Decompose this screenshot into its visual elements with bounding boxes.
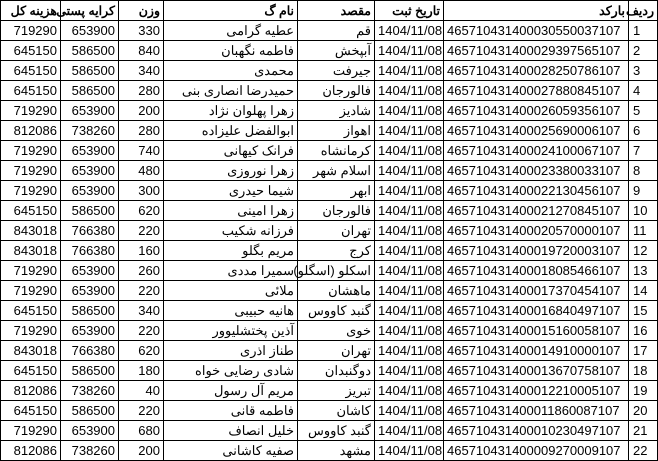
total-cell: 645150 [1, 301, 61, 321]
barcode-cell: 465710431400024100067107 [444, 141, 629, 161]
total-cell: 645150 [1, 61, 61, 81]
weight-cell: 200 [119, 441, 164, 461]
date-cell: 1404/11/08 [375, 441, 444, 461]
total-cell: 645150 [1, 401, 61, 421]
date-cell: 1404/11/08 [375, 301, 444, 321]
date-cell: 1404/11/08 [375, 101, 444, 121]
date-cell: 1404/11/08 [375, 241, 444, 261]
postage-cell: 653900 [61, 101, 119, 121]
recipient-name-cell: فاطمه نگهبان [164, 41, 298, 61]
barcode-cell: 465710431400023380033107 [444, 161, 629, 181]
total-cell: 719290 [1, 321, 61, 341]
weight-cell: 480 [119, 161, 164, 181]
table-row [1, 321, 658, 341]
barcode-cell: 465710431400020570000107 [444, 221, 629, 241]
destination-cell: تبریز [298, 381, 375, 401]
destination-cell: فالورجان [298, 81, 375, 101]
destination-cell: ماهشان [298, 281, 375, 301]
row-number-cell: 19 [629, 381, 658, 401]
postage-cell: 586500 [61, 201, 119, 221]
row-number-cell: 6 [629, 121, 658, 141]
destination-cell: جیرفت [298, 61, 375, 81]
date-cell: 1404/11/08 [375, 161, 444, 181]
row-number-cell: 14 [629, 281, 658, 301]
barcode-cell: 465710431400018085466107 [444, 261, 629, 281]
destination-cell: ابهر [298, 181, 375, 201]
barcode-cell: 465710431400009270009107 [444, 441, 629, 461]
row-number-cell: 21 [629, 421, 658, 441]
barcode-cell: 465710431400016840497107 [444, 301, 629, 321]
destination-cell: اهواز [298, 121, 375, 141]
total-cell: 645150 [1, 41, 61, 61]
header-cell-postage: کرایه پستی [61, 1, 119, 21]
date-cell: 1404/11/08 [375, 181, 444, 201]
table-row [1, 121, 658, 141]
barcode-cell: 465710431400019720003107 [444, 241, 629, 261]
table-body [1, 21, 658, 461]
destination-cell: فالورجان [298, 201, 375, 221]
total-cell: 719290 [1, 181, 61, 201]
total-cell: 843018 [1, 341, 61, 361]
table-row [1, 221, 658, 241]
header-cell-barcode: بارکد [444, 1, 629, 21]
barcode-cell: 465710431400012210005107 [444, 381, 629, 401]
recipient-name-cell: فرانک کیهانی [164, 141, 298, 161]
row-number-cell: 3 [629, 61, 658, 81]
recipient-name-cell: ابوالفضل علیزاده [164, 121, 298, 141]
postage-cell: 653900 [61, 21, 119, 41]
row-number-cell: 22 [629, 441, 658, 461]
total-cell: 843018 [1, 221, 61, 241]
weight-cell: 330 [119, 21, 164, 41]
destination-cell: گنبد کاووس [298, 301, 375, 321]
barcode-cell: 465710431400017370454107 [444, 281, 629, 301]
postage-cell: 766380 [61, 241, 119, 261]
date-cell: 1404/11/08 [375, 141, 444, 161]
recipient-name-cell: حمیدرضا انصاری بنی [164, 81, 298, 101]
weight-cell: 620 [119, 341, 164, 361]
row-number-cell: 7 [629, 141, 658, 161]
date-cell: 1404/11/08 [375, 361, 444, 381]
barcode-cell: 465710431400025690006107 [444, 121, 629, 141]
weight-cell: 840 [119, 41, 164, 61]
destination-cell: شادیز [298, 101, 375, 121]
row-number-cell: 13 [629, 261, 658, 281]
table-row [1, 181, 658, 201]
postage-cell: 586500 [61, 81, 119, 101]
destination-cell: دوگنبدان [298, 361, 375, 381]
date-cell: 1404/11/08 [375, 401, 444, 421]
destination-cell: مشهد [298, 441, 375, 461]
weight-cell: 280 [119, 81, 164, 101]
destination-cell: تهران [298, 341, 375, 361]
destination-cell: اسکلو (اسگلو) [298, 261, 375, 281]
weight-cell: 300 [119, 181, 164, 201]
date-cell: 1404/11/08 [375, 221, 444, 241]
barcode-cell: 465710431400015160058107 [444, 321, 629, 341]
destination-cell: تهران [298, 221, 375, 241]
date-cell: 1404/11/08 [375, 341, 444, 361]
date-cell: 1404/11/08 [375, 81, 444, 101]
postage-cell: 653900 [61, 281, 119, 301]
total-cell: 719290 [1, 281, 61, 301]
postage-cell: 738260 [61, 381, 119, 401]
barcode-cell: 465710431400027880845107 [444, 81, 629, 101]
table-row [1, 101, 658, 121]
row-number-cell: 5 [629, 101, 658, 121]
weight-cell: 180 [119, 361, 164, 381]
recipient-name-cell: فاطمه قانی [164, 401, 298, 421]
row-number-cell: 8 [629, 161, 658, 181]
date-cell: 1404/11/08 [375, 381, 444, 401]
total-cell: 719290 [1, 141, 61, 161]
postage-cell: 586500 [61, 41, 119, 61]
weight-cell: 160 [119, 241, 164, 261]
destination-cell: کرمانشاه [298, 141, 375, 161]
row-number-cell: 12 [629, 241, 658, 261]
table-row [1, 61, 658, 81]
postage-cell: 586500 [61, 361, 119, 381]
postage-cell: 586500 [61, 301, 119, 321]
recipient-name-cell: زهرا نوروزی [164, 161, 298, 181]
total-cell: 719290 [1, 161, 61, 181]
date-cell: 1404/11/08 [375, 281, 444, 301]
recipient-name-cell: زهرا امینی [164, 201, 298, 221]
date-cell: 1404/11/08 [375, 421, 444, 441]
barcode-cell: 465710431400030550037107 [444, 21, 629, 41]
postage-cell: 586500 [61, 401, 119, 421]
row-number-cell: 10 [629, 201, 658, 221]
destination-cell: قم [298, 21, 375, 41]
total-cell: 812086 [1, 441, 61, 461]
total-cell: 812086 [1, 121, 61, 141]
row-number-cell: 15 [629, 301, 658, 321]
row-number-cell: 4 [629, 81, 658, 101]
recipient-name-cell: هانیه حبیبی [164, 301, 298, 321]
table-row [1, 281, 658, 301]
postage-cell: 766380 [61, 221, 119, 241]
recipient-name-cell: شادی رضایی خواه [164, 361, 298, 381]
table-row [1, 421, 658, 441]
recipient-name-cell: مریم آل رسول [164, 381, 298, 401]
destination-cell: گنبد کاووس [298, 421, 375, 441]
postage-cell: 653900 [61, 321, 119, 341]
recipient-name-cell: مریم بگلو [164, 241, 298, 261]
table-row [1, 381, 658, 401]
weight-cell: 220 [119, 321, 164, 341]
table-row [1, 81, 658, 101]
row-number-cell: 9 [629, 181, 658, 201]
total-cell: 812086 [1, 381, 61, 401]
postage-cell: 766380 [61, 341, 119, 361]
barcode-cell: 465710431400011860087107 [444, 401, 629, 421]
postage-cell: 738260 [61, 121, 119, 141]
total-cell: 719290 [1, 421, 61, 441]
row-number-cell: 18 [629, 361, 658, 381]
date-cell: 1404/11/08 [375, 321, 444, 341]
date-cell: 1404/11/08 [375, 61, 444, 81]
destination-cell: کرج [298, 241, 375, 261]
date-cell: 1404/11/08 [375, 21, 444, 41]
recipient-name-cell: آذین پختشلیوور [164, 321, 298, 341]
destination-cell: اسلام شهر [298, 161, 375, 181]
weight-cell: 340 [119, 61, 164, 81]
recipient-name-cell: شیما حیدری [164, 181, 298, 201]
barcode-cell: 465710431400029397565107 [444, 41, 629, 61]
row-number-cell: 11 [629, 221, 658, 241]
recipient-name-cell: صفیه کاشانی [164, 441, 298, 461]
recipient-name-cell: محمدی [164, 61, 298, 81]
header-cell-total: هزینه کل [1, 1, 61, 21]
recipient-name-cell: عطیه گرامی [164, 21, 298, 41]
date-cell: 1404/11/08 [375, 261, 444, 281]
postage-cell: 738260 [61, 441, 119, 461]
recipient-name-cell: زهرا پهلوان نژاد [164, 101, 298, 121]
recipient-name-cell: فرزانه شکیب [164, 221, 298, 241]
table-row [1, 21, 658, 41]
table-row [1, 41, 658, 61]
table-row [1, 261, 658, 281]
table-row [1, 361, 658, 381]
destination-cell: آبپخش [298, 41, 375, 61]
weight-cell: 340 [119, 301, 164, 321]
barcode-cell: 465710431400013670758107 [444, 361, 629, 381]
destination-cell: خوی [298, 321, 375, 341]
recipient-name-cell: سمیرا مددی [164, 261, 298, 281]
postage-cell: 653900 [61, 421, 119, 441]
table-row [1, 441, 658, 461]
weight-cell: 220 [119, 401, 164, 421]
postage-cell: 653900 [61, 141, 119, 161]
weight-cell: 220 [119, 281, 164, 301]
row-number-cell: 16 [629, 321, 658, 341]
header-cell-name: نام گ [164, 1, 298, 21]
barcode-cell: 465710431400014910000107 [444, 341, 629, 361]
header-row [1, 1, 658, 21]
postage-cell: 653900 [61, 161, 119, 181]
barcode-cell: 465710431400028250786107 [444, 61, 629, 81]
total-cell: 719290 [1, 101, 61, 121]
weight-cell: 740 [119, 141, 164, 161]
barcode-cell: 465710431400010230497107 [444, 421, 629, 441]
weight-cell: 40 [119, 381, 164, 401]
header-cell-date: تاریخ ثبت [375, 1, 444, 21]
recipient-name-cell: طناز اذری [164, 341, 298, 361]
table-row [1, 301, 658, 321]
barcode-cell: 465710431400021270845107 [444, 201, 629, 221]
total-cell: 645150 [1, 81, 61, 101]
date-cell: 1404/11/08 [375, 121, 444, 141]
table-row [1, 161, 658, 181]
date-cell: 1404/11/08 [375, 201, 444, 221]
total-cell: 645150 [1, 201, 61, 221]
header-cell-row-number: ردیف [629, 1, 658, 21]
total-cell: 719290 [1, 261, 61, 281]
header-cell-weight: وزن [119, 1, 164, 21]
table-row [1, 401, 658, 421]
date-cell: 1404/11/08 [375, 41, 444, 61]
weight-cell: 620 [119, 201, 164, 221]
postage-cell: 586500 [61, 61, 119, 81]
barcode-cell: 465710431400026059356107 [444, 101, 629, 121]
total-cell: 719290 [1, 21, 61, 41]
postage-cell: 653900 [61, 181, 119, 201]
recipient-name-cell: خلیل انصاف [164, 421, 298, 441]
table-row [1, 241, 658, 261]
barcode-cell: 465710431400022130456107 [444, 181, 629, 201]
row-number-cell: 1 [629, 21, 658, 41]
table-row [1, 341, 658, 361]
weight-cell: 680 [119, 421, 164, 441]
postage-cell: 653900 [61, 261, 119, 281]
destination-cell: کاشان [298, 401, 375, 421]
total-cell: 645150 [1, 361, 61, 381]
weight-cell: 260 [119, 261, 164, 281]
row-number-cell: 17 [629, 341, 658, 361]
table-row [1, 201, 658, 221]
header-cell-destination: مقصد [298, 1, 375, 21]
recipient-name-cell: ملائی [164, 281, 298, 301]
total-cell: 843018 [1, 241, 61, 261]
weight-cell: 220 [119, 221, 164, 241]
row-number-cell: 20 [629, 401, 658, 421]
table-row [1, 141, 658, 161]
weight-cell: 280 [119, 121, 164, 141]
weight-cell: 200 [119, 101, 164, 121]
row-number-cell: 2 [629, 41, 658, 61]
